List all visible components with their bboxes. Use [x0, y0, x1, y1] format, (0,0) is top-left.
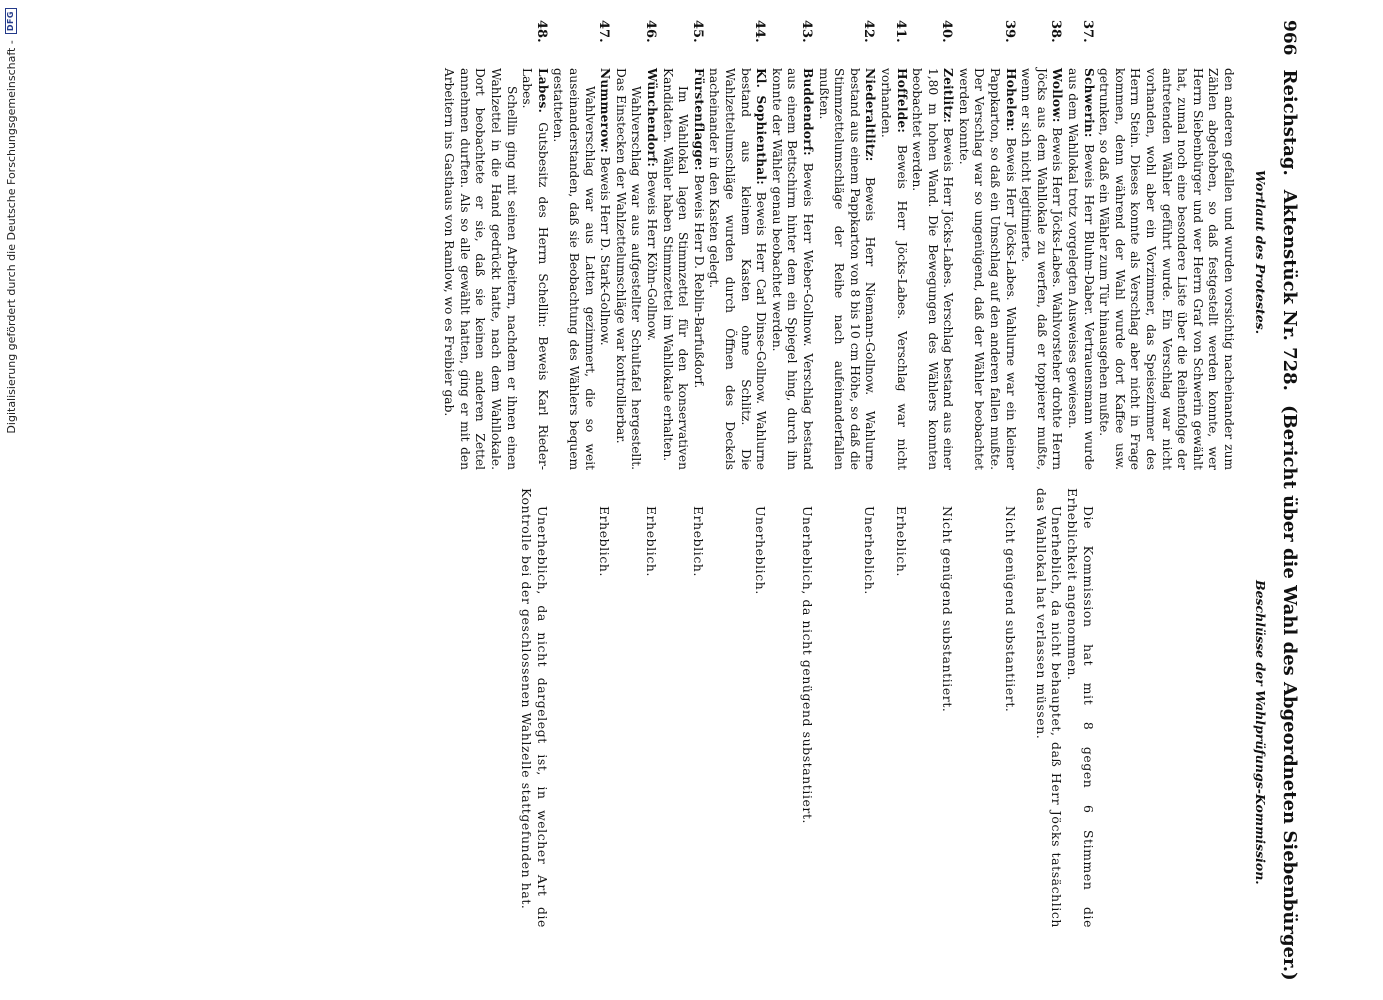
- commission-decision: [690, 488, 706, 928]
- protest-row: [877, 20, 908, 980]
- protest-row: [659, 20, 706, 980]
- page-header: [1274, 20, 1300, 980]
- protest-body: Beweis Herr Weber-Gollnow. Verschlag bestand aus einem Bettschirm hinter dem ein Spiegel hing, durch ihn konnte der Wähler genau beobachtet werden.: [769, 68, 815, 470]
- protest-body: Beweis Herr Jöcks-Labes. Wahlurne war ein kleiner Pappkarton, so daß ein Umschlag auf den anderen fallen mußte. Der Verschlag war so ungenügend, daß der Wähler beobachtet werden konnte.: [956, 68, 1018, 470]
- protest-paragraph: [768, 68, 815, 470]
- protest-table: [441, 20, 1236, 980]
- place-name: Labes.: [535, 68, 550, 114]
- protest-body: Beweis Herr D. Reblin-Barfußdorf.: [691, 174, 706, 389]
- place-name: Niederaltlitz:: [863, 68, 878, 162]
- page-number: 966: [1279, 20, 1299, 56]
- protest-paragraph: [519, 68, 550, 470]
- place-name: Hohelen:: [1003, 68, 1018, 132]
- protest-text: [441, 68, 550, 488]
- protest-row: [1018, 20, 1065, 980]
- protest-paragraph: [955, 68, 1017, 470]
- item-number: 40.: [939, 20, 955, 43]
- item-number: 45.: [689, 20, 705, 43]
- protest-text: [955, 68, 1017, 488]
- place-name: Nummerow:: [598, 68, 613, 153]
- rotated-page: [60, 20, 1300, 980]
- protest-row: [1096, 20, 1236, 980]
- commission-decision: [893, 488, 909, 928]
- item-number: 42.: [861, 20, 877, 43]
- item-number: 39.: [1001, 20, 1017, 43]
- protest-text: [877, 68, 908, 488]
- protest-paragraph: [1064, 68, 1095, 470]
- protest-body: Beweis Herr Jöcks-Labes. Verschlag bestand aus einer 1,80 m hohen Wand. Die Bewegungen des Wählers konnten beobachtet werden.: [910, 68, 956, 470]
- decision-text: Unerheblich.: [862, 506, 878, 595]
- commission-decision: [1033, 488, 1064, 928]
- decision-text: Nicht genügend substantiiert.: [940, 506, 956, 713]
- commission-decision: [1064, 488, 1095, 928]
- place-name: Kl. Sophienthal:: [754, 68, 769, 185]
- publication-title: Reichstag.: [1279, 69, 1300, 176]
- decision-text: Die Kommission hat mit 8 gegen 6 Stimmen die Erheblichkeit angenommen.: [1065, 488, 1096, 928]
- footer-credit: Digitalisierung gefördert durch die Deutsche Forschungsgemeinschaft -: [4, 40, 18, 434]
- protest-paragraph: [690, 68, 706, 470]
- protest-row: [612, 20, 659, 980]
- commission-decision: [519, 488, 550, 928]
- document-subject: (Bericht über die Wahl des Abgeordneten Siebenbürger.): [1279, 404, 1300, 981]
- place-name: Wünchendorf:: [645, 68, 660, 168]
- protest-paragraph: [706, 68, 768, 470]
- decision-text: Unerheblich, da nicht dargelegt ist, in welcher Art die Kontrolle bei der geschlossenen Wahlzelle stattgefunden hat.: [519, 488, 550, 928]
- protest-text: [768, 68, 815, 488]
- protest-row: [768, 20, 815, 980]
- protest-paragraph: [815, 68, 877, 470]
- commission-decision: [1002, 488, 1018, 928]
- protest-text: [550, 68, 612, 488]
- decision-text: Erheblich.: [893, 506, 909, 577]
- item-number: 38.: [1048, 20, 1064, 43]
- protest-body: Beweis Herr Bluhm-Daber. Vertrauensmann wurde aus dem Wahllokal trotz vorgelegten Ausweises gewiesen.: [1066, 68, 1096, 470]
- protest-text: [659, 68, 706, 488]
- protest-body: Beweis Herr D. Stark-Gollnow.: [598, 156, 613, 346]
- item-number: 37.: [1079, 20, 1095, 43]
- protest-text: [706, 68, 768, 488]
- protest-body: Beweis Herr Niemann-Gollnow. Wahlurne bestand aus einem Pappkarton von 8 bis 10 cm Höhe, so daß die Stimmzettelumschläge der Reihe nach aufeinanderfallen mußten.: [816, 68, 878, 470]
- protest-body: Beweis Herr Jöcks-Labes. Verschlag war nicht vorhanden.: [878, 68, 909, 470]
- protest-paragraph: [643, 68, 659, 470]
- item-number: 48.: [533, 20, 549, 43]
- place-name: Fürstenflagge:: [691, 68, 706, 171]
- protest-paragraph: [877, 68, 908, 470]
- decision-text: Erheblich.: [644, 506, 660, 577]
- protest-text: [1018, 68, 1065, 488]
- protest-detail: Schellin ging mit seinen Arbeitern, nachdem er ihnen einen Wahlzettel in die Hand gedrückt hatte, nach dem Wahllokale. Dort beobachtete er sie, daß sie keinen anderen Zettel annehmen durften. Als so alle gewählt hatten, ging er mit den Arbeitern ins Gasthaus von Ramlow, wo es Freibier gab.: [442, 68, 519, 470]
- protest-body: Beweis Herr Carl Dinse-Gollnow. Wahlurne bestand aus kleinem Kasten ohne Schlitz. Die Wahlzettelumschläge wurden durch Öffnen des Deckels nacheinander in den Kasten gelegt.: [707, 68, 769, 470]
- item-number: 41.: [892, 20, 908, 43]
- protest-body: Beweis Herr Jöcks-Labes. Wahlvorsteher drohte Herrn Jöcks aus dem Wahllokale zu werfen, daß er toppierer mußte, wenn er sich nicht legitimierte.: [1019, 68, 1065, 470]
- decision-column-title: Beschlüsse der Wahlprüfungs-Kommission.: [1253, 580, 1268, 885]
- footer: [1, 0, 21, 1000]
- protest-detail: Im Wahllokal lagen Stimmzettel für den konservativen Kandidaten. Wähler haben Stimmzettel im Wahllokale erhalten.: [660, 68, 691, 470]
- dfg-logo: DFG: [5, 8, 17, 34]
- commission-decision: [753, 488, 769, 928]
- footer-strip: [0, 0, 22, 1000]
- protest-text: [1096, 68, 1236, 488]
- commission-decision: [940, 488, 956, 928]
- protest-row: [441, 20, 550, 980]
- protest-paragraph: [909, 68, 956, 470]
- protest-row: [909, 20, 956, 980]
- protest-body: Beweis Herr Köhn-Gollnow.: [645, 170, 660, 341]
- protest-text: [1064, 68, 1095, 488]
- protest-detail: Wahlverschlag war aus Latten gezimmert, die so weit auseinanderstanden, daß sie Beobachtung des Wählers bequem gestatteten.: [551, 68, 597, 470]
- protest-text: [815, 68, 877, 488]
- item-number: 47.: [596, 20, 612, 43]
- place-name: Hoffelde:: [894, 68, 909, 134]
- protest-row: [550, 20, 612, 980]
- decision-text: Unerheblich, da nicht genügend substantiiert.: [799, 506, 815, 825]
- protest-paragraph: [597, 68, 613, 470]
- protest-body: den anderen gefallen und wurden vorsichtig nacheinander zum Zählen abgehoben, so daß festgestellt werden konnte, wer Herrn Siebenbürger und wer Herrn Graf von Schwerin gewählt hat, zumal noch eine besondere Liste über die Reihenfolge der antretenden Wähler geführt wurde. Ein Verschlag war nicht vorhanden, wohl aber ein Vorzimmer, das Speisezimmer des Herrn Stein. Dieses konnte als Verschlag aber nicht in Frage kommen, denn während der Wahl wurde dort Kaffee usw. getrunken, so daß ein Wähler zum Tür hinausgehen mußte.: [1097, 68, 1236, 470]
- protest-row: [706, 20, 768, 980]
- protest-paragraph: [1018, 68, 1065, 470]
- decision-text: Nicht genügend substantiiert.: [1002, 506, 1018, 713]
- item-number: 43.: [798, 20, 814, 43]
- place-name: Zeitlitz:: [941, 68, 956, 124]
- commission-decision: [862, 488, 878, 928]
- commission-decision: [799, 488, 815, 928]
- decision-text: Erheblich.: [690, 506, 706, 577]
- decision-text: Unerheblich.: [753, 506, 769, 595]
- protest-row: [1064, 20, 1095, 980]
- protest-body: Gutsbesitz des Herrn Schellin: Beweis Karl Rieder-Labes.: [520, 68, 550, 470]
- protest-text: [612, 68, 659, 488]
- document-number: Aktenstück Nr. 728.: [1279, 189, 1300, 391]
- place-name: Buddendorf:: [800, 68, 815, 156]
- decision-text: Erheblich.: [597, 506, 613, 577]
- protest-text: [909, 68, 956, 488]
- decision-text: Unerheblich, da nicht behauptet, daß Herr Jöcks tatsächlich das Wahllokal hat verlassen müssen.: [1033, 488, 1065, 928]
- place-name: Schwerin:: [1081, 68, 1096, 138]
- protest-detail: Wahlverschlag war aus aufgestellter Schultafel hergestellt. Das Einstecken der Wahlzettelumschläge war kontrollierbar.: [613, 68, 644, 470]
- protest-row: [815, 20, 877, 980]
- item-number: 46.: [643, 20, 659, 43]
- protest-column-title: Wortlaut des Protestes.: [1253, 170, 1268, 335]
- protest-row: [955, 20, 1017, 980]
- item-number: 44.: [752, 20, 768, 43]
- column-titles: [1248, 20, 1268, 980]
- commission-decision: [597, 488, 613, 928]
- protest-paragraph: [1096, 68, 1236, 470]
- commission-decision: [643, 488, 659, 928]
- place-name: Wollow:: [1050, 68, 1065, 123]
